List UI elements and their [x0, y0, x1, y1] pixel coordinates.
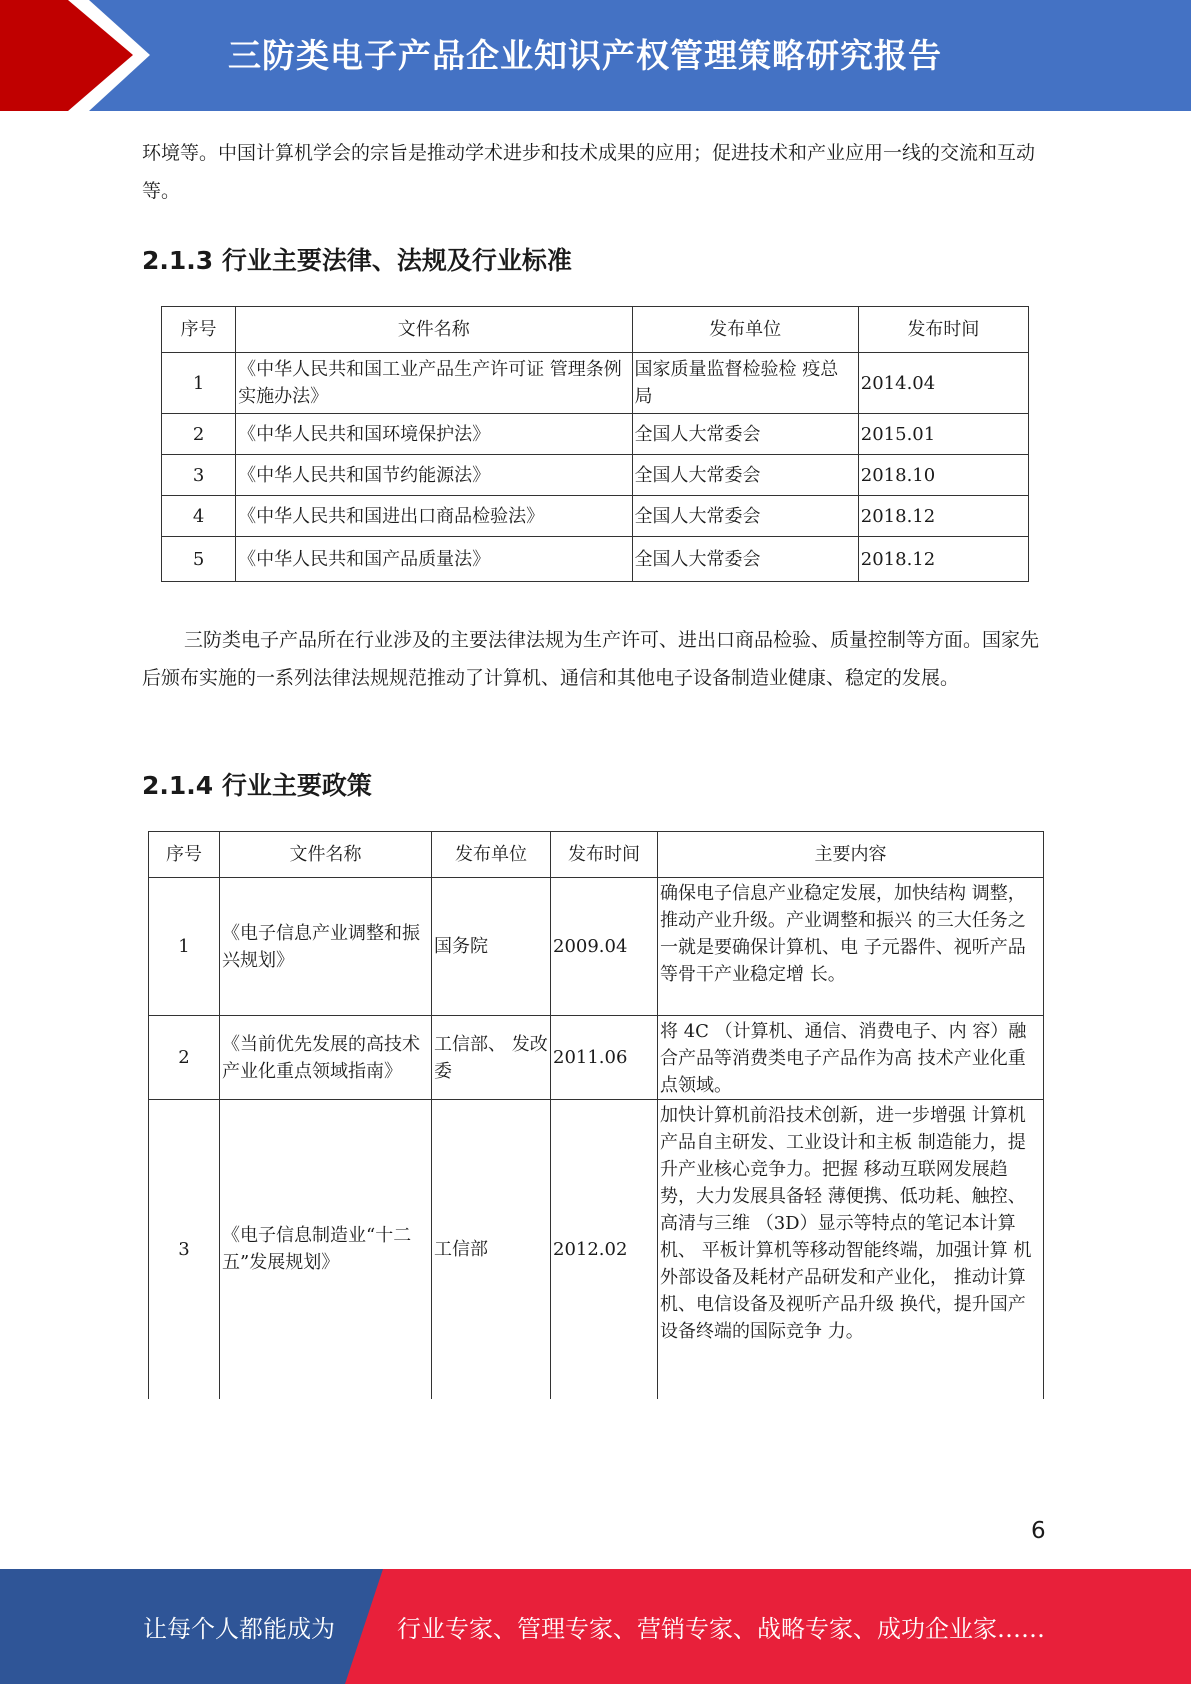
cell-document-name: 《中华人民共和国节约能源法》 — [236, 455, 632, 496]
column-header: 序号 — [162, 307, 236, 353]
column-header: 发布单位 — [632, 307, 858, 353]
table-row — [149, 1016, 1044, 1100]
cell-publisher: 工信部、 发改委 — [432, 1016, 551, 1100]
column-header: 文件名称 — [220, 832, 432, 878]
column-header: 文件名称 — [236, 307, 632, 353]
cell-date: 2012.02 — [551, 1100, 658, 1399]
cell-date: 2011.06 — [551, 1016, 658, 1100]
column-header: 主要内容 — [658, 832, 1044, 878]
cell-index: 2 — [149, 1016, 220, 1100]
table-row — [162, 537, 1029, 582]
cell-index: 1 — [162, 353, 236, 414]
cell-date: 2018.10 — [858, 455, 1028, 496]
laws-summary-paragraph: 三防类电子产品所在行业涉及的主要法律法规为生产许可、进出口商品检验、质量控制等方面。国家先后颁布实施的一系列法律法规规范推动了计算机、通信和其他电子设备制造业健康、稳定的发展。 — [142, 629, 1040, 689]
cell-index: 3 — [162, 455, 236, 496]
cell-document-name: 《中华人民共和国进出口商品检验法》 — [236, 496, 632, 537]
cell-document-name: 《中华人民共和国产品质量法》 — [236, 537, 632, 582]
cell-index: 2 — [162, 414, 236, 455]
cell-document-name: 《当前优先发展的高技术产业化重点领域指南》 — [220, 1016, 432, 1100]
footer-slogan-right: 行业专家、管理专家、营销专家、战略专家、成功企业家…… — [397, 1615, 1045, 1643]
cell-document-name: 《中华人民共和国环境保护法》 — [236, 414, 632, 455]
cell-date: 2018.12 — [858, 537, 1028, 582]
cell-main-content: 加快计算机前沿技术创新，进一步增强 计算机产品自主研发、工业设计和主板 制造能力，提升产业核心竞争力。把握 移动互联网发展趋势，大力发展具备轻 薄便携、低功耗、触控、高清与三维 （3D）显示等特点的笔记本计算机、 平板计算机等移动智能终端，加强计算 机外部设备及耗材产品研发和产业化， 推动计算机、电信设备及视听产品升级 换代，提升国产设备终端的国际竞争 力。 — [658, 1100, 1044, 1399]
policies-table — [148, 831, 1044, 1399]
column-header: 发布时间 — [858, 307, 1028, 353]
cell-publisher: 工信部 — [432, 1100, 551, 1399]
table-row — [149, 878, 1044, 1016]
report-title: 三防类电子产品企业知识产权管理策略研究报告 — [228, 36, 942, 75]
table-row — [149, 1100, 1044, 1399]
cell-publisher: 全国人大常委会 — [632, 414, 858, 455]
cell-date: 2009.04 — [551, 878, 658, 1016]
cell-date: 2015.01 — [858, 414, 1028, 455]
cell-publisher: 全国人大常委会 — [632, 496, 858, 537]
cell-main-content: 确保电子信息产业稳定发展，加快结构 调整，推动产业升级。产业调整和振兴 的三大任务之一就是要确保计算机、电 子元器件、视听产品等骨干产业稳定增 长。 — [658, 878, 1044, 1016]
page-footer-banner — [0, 1569, 1191, 1684]
table-row — [162, 353, 1029, 414]
table-row — [162, 414, 1029, 455]
cell-date: 2018.12 — [858, 496, 1028, 537]
table-header-row — [162, 307, 1029, 353]
footer-slogan-left: 让每个人都能成为 — [143, 1615, 335, 1643]
page-header-banner — [0, 0, 1191, 111]
cell-document-name: 《电子信息制造业“十二五”发展规划》 — [220, 1100, 432, 1399]
laws-table — [161, 306, 1029, 582]
page-number: 6 — [1031, 1518, 1046, 1544]
cell-document-name: 《电子信息产业调整和振兴规划》 — [220, 878, 432, 1016]
column-header: 序号 — [149, 832, 220, 878]
cell-publisher: 国家质量监督检验检 疫总局 — [632, 353, 858, 414]
cell-publisher: 全国人大常委会 — [632, 537, 858, 582]
column-header: 发布单位 — [432, 832, 551, 878]
table-header-row — [149, 832, 1044, 878]
cell-index: 1 — [149, 878, 220, 1016]
cell-publisher: 全国人大常委会 — [632, 455, 858, 496]
cell-index: 3 — [149, 1100, 220, 1399]
section-heading-2-1-3: 2.1.3 行业主要法律、法规及行业标准 — [142, 246, 572, 275]
cell-main-content: 将 4C （计算机、通信、消费电子、内 容）融合产品等消费类电子产品作为高 技术产业化重点领域。 — [658, 1016, 1044, 1100]
cell-index: 4 — [162, 496, 236, 537]
cell-publisher: 国务院 — [432, 878, 551, 1016]
section-heading-2-1-4: 2.1.4 行业主要政策 — [142, 771, 372, 800]
intro-paragraph: 环境等。中国计算机学会的宗旨是推动学术进步和技术成果的应用；促进技术和产业应用一线的交流和互动等。 — [142, 142, 1036, 202]
column-header: 发布时间 — [551, 832, 658, 878]
cell-date: 2014.04 — [858, 353, 1028, 414]
cell-index: 5 — [162, 537, 236, 582]
table-row — [162, 455, 1029, 496]
table-row — [162, 496, 1029, 537]
cell-document-name: 《中华人民共和国工业产品生产许可证 管理条例实施办法》 — [236, 353, 632, 414]
